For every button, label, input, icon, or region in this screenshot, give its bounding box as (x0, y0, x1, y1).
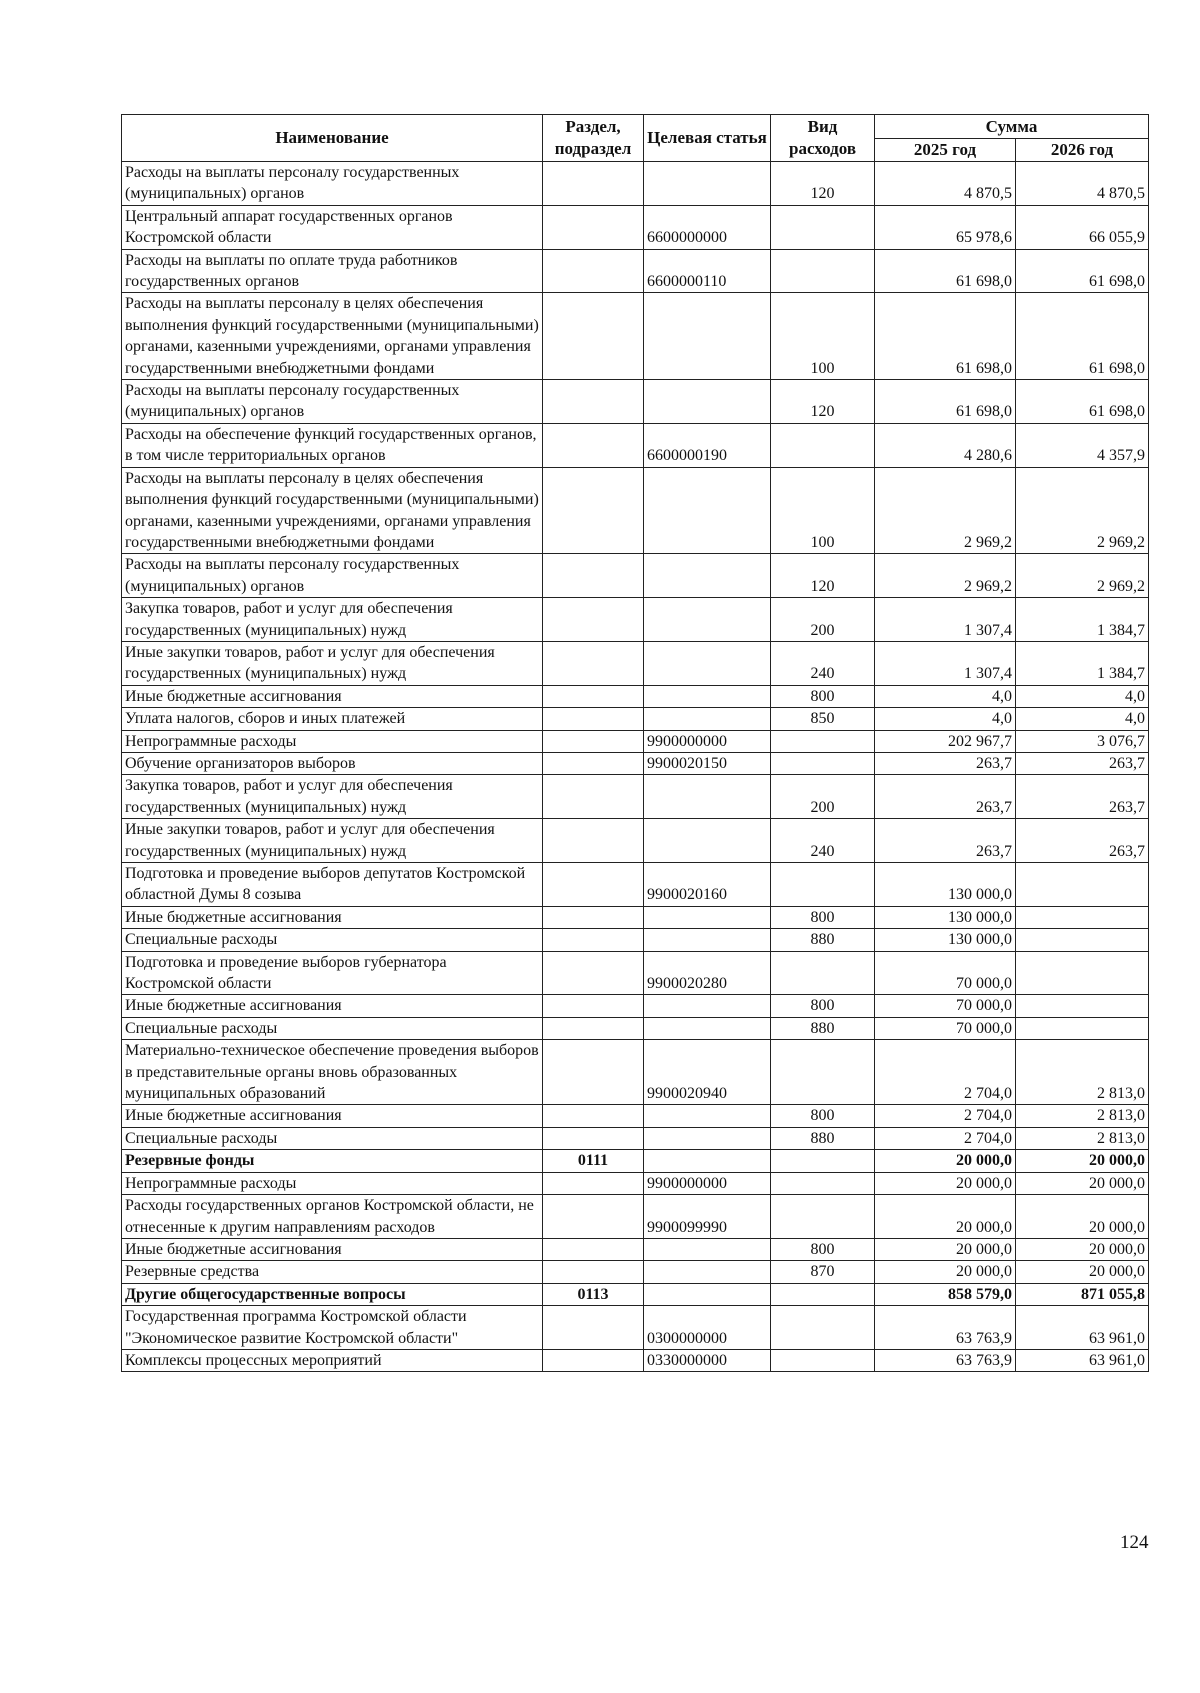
row-sum-2026-cell: 4 357,9 (1016, 423, 1149, 467)
row-name-cell: Закупка товаров, работ и услуг для обеспечения государственных (муниципальных) нужд (122, 775, 543, 819)
row-name-cell: Специальные расходы (122, 929, 543, 951)
row-sum-2026-cell (1016, 906, 1149, 928)
row-name-cell: Иные закупки товаров, работ и услуг для обеспечения государственных (муниципальных) нужд (122, 819, 543, 863)
row-section-cell (543, 1105, 644, 1127)
page-number: 124 (1120, 1532, 1149, 1553)
row-name-cell: Резервные средства (122, 1261, 543, 1283)
row-kind-cell: 800 (771, 1105, 875, 1127)
row-section-cell (543, 863, 644, 907)
header-name: Наименование (122, 115, 543, 162)
row-section-cell (543, 752, 644, 774)
row-name-cell: Расходы на выплаты персоналу в целях обеспечения выполнения функций государственными (муниципальными) органами, казенными учреждениями, органами управления государственными внебюджетными фондами (122, 293, 543, 380)
row-kind-cell (771, 1150, 875, 1172)
row-name-cell: Подготовка и проведение выборов депутатов Костромской областной Думы 8 созыва (122, 863, 543, 907)
row-section-cell (543, 249, 644, 293)
table-row (122, 906, 1149, 928)
row-sum-2026-cell: 2 813,0 (1016, 1040, 1149, 1105)
row-kind-cell: 800 (771, 995, 875, 1017)
row-sum-2025-cell: 20 000,0 (875, 1238, 1016, 1260)
row-target-cell (644, 1283, 771, 1305)
row-kind-cell: 880 (771, 1017, 875, 1039)
row-kind-cell (771, 1349, 875, 1371)
table-row (122, 423, 1149, 467)
row-kind-cell: 120 (771, 162, 875, 206)
row-target-cell (644, 467, 771, 554)
row-sum-2025-cell: 130 000,0 (875, 863, 1016, 907)
row-sum-2026-cell: 20 000,0 (1016, 1172, 1149, 1194)
row-target-cell: 9900000000 (644, 1172, 771, 1194)
row-sum-2025-cell: 4 280,6 (875, 423, 1016, 467)
row-sum-2026-cell: 2 813,0 (1016, 1127, 1149, 1149)
table-row (122, 293, 1149, 380)
row-section-cell (543, 205, 644, 249)
row-section-cell (543, 1017, 644, 1039)
row-sum-2025-cell: 20 000,0 (875, 1150, 1016, 1172)
row-section-cell (543, 685, 644, 707)
row-sum-2026-cell: 263,7 (1016, 775, 1149, 819)
row-sum-2025-cell: 2 969,2 (875, 554, 1016, 598)
row-kind-cell: 240 (771, 819, 875, 863)
row-target-cell (644, 708, 771, 730)
row-target-cell: 0300000000 (644, 1306, 771, 1350)
header-kind: Вид расходов (771, 115, 875, 162)
row-sum-2025-cell: 263,7 (875, 752, 1016, 774)
row-section-cell (543, 1238, 644, 1260)
row-target-cell (644, 1261, 771, 1283)
row-sum-2025-cell: 263,7 (875, 775, 1016, 819)
table-row (122, 1306, 1149, 1350)
row-section-cell (543, 1349, 644, 1371)
table-row (122, 1127, 1149, 1149)
row-sum-2026-cell (1016, 951, 1149, 995)
table-row (122, 730, 1149, 752)
row-sum-2025-cell: 63 763,9 (875, 1349, 1016, 1371)
row-kind-cell (771, 730, 875, 752)
row-sum-2026-cell: 63 961,0 (1016, 1306, 1149, 1350)
row-target-cell (644, 775, 771, 819)
row-kind-cell (771, 951, 875, 995)
row-sum-2026-cell: 1 384,7 (1016, 598, 1149, 642)
row-kind-cell: 800 (771, 685, 875, 707)
row-target-cell (644, 554, 771, 598)
header-target: Целевая статья (644, 115, 771, 162)
row-section-cell (543, 162, 644, 206)
row-sum-2025-cell: 1 307,4 (875, 598, 1016, 642)
row-name-cell: Резервные фонды (122, 1150, 543, 1172)
row-section-cell (543, 929, 644, 951)
header-section: Раздел, подраздел (543, 115, 644, 162)
row-name-cell: Обучение организаторов выборов (122, 752, 543, 774)
row-name-cell: Расходы на выплаты персоналу в целях обеспечения выполнения функций государственными (муниципальными) органами, казенными учреждениями, органами управления государственными внебюджетными фондами (122, 467, 543, 554)
row-sum-2026-cell: 263,7 (1016, 752, 1149, 774)
table-row (122, 205, 1149, 249)
table-row (122, 1349, 1149, 1371)
row-target-cell (644, 641, 771, 685)
row-sum-2026-cell: 66 055,9 (1016, 205, 1149, 249)
row-sum-2026-cell: 61 698,0 (1016, 380, 1149, 424)
row-kind-cell: 100 (771, 293, 875, 380)
table-row (122, 951, 1149, 995)
row-section-cell (543, 1172, 644, 1194)
row-kind-cell (771, 863, 875, 907)
row-kind-cell: 120 (771, 380, 875, 424)
row-section-cell (543, 1306, 644, 1350)
row-kind-cell (771, 249, 875, 293)
row-section-cell (543, 641, 644, 685)
table-row (122, 819, 1149, 863)
row-target-cell (644, 929, 771, 951)
header-year-2025: 2025 год (875, 139, 1016, 162)
row-name-cell: Непрограммные расходы (122, 730, 543, 752)
row-sum-2025-cell: 20 000,0 (875, 1172, 1016, 1194)
table-header (122, 115, 1149, 162)
row-name-cell: Расходы на выплаты по оплате труда работников государственных органов (122, 249, 543, 293)
row-section-cell: 0111 (543, 1150, 644, 1172)
table-row (122, 554, 1149, 598)
row-sum-2026-cell (1016, 1017, 1149, 1039)
row-kind-cell: 870 (771, 1261, 875, 1283)
row-sum-2025-cell: 130 000,0 (875, 929, 1016, 951)
row-kind-cell (771, 1195, 875, 1239)
row-sum-2026-cell: 871 055,8 (1016, 1283, 1149, 1305)
row-section-cell (543, 554, 644, 598)
row-target-cell: 9900020150 (644, 752, 771, 774)
row-section-cell (543, 467, 644, 554)
row-name-cell: Иные бюджетные ассигнования (122, 1105, 543, 1127)
row-sum-2026-cell: 61 698,0 (1016, 249, 1149, 293)
row-sum-2026-cell: 1 384,7 (1016, 641, 1149, 685)
row-kind-cell: 800 (771, 906, 875, 928)
row-sum-2025-cell: 4,0 (875, 708, 1016, 730)
row-target-cell (644, 380, 771, 424)
row-section-cell (543, 1261, 644, 1283)
row-section-cell (543, 730, 644, 752)
row-sum-2026-cell: 4 870,5 (1016, 162, 1149, 206)
row-target-cell (644, 1105, 771, 1127)
row-name-cell: Комплексы процессных мероприятий (122, 1349, 543, 1371)
table-row (122, 752, 1149, 774)
row-name-cell: Закупка товаров, работ и услуг для обеспечения государственных (муниципальных) нужд (122, 598, 543, 642)
table-row (122, 1150, 1149, 1172)
row-sum-2025-cell: 263,7 (875, 819, 1016, 863)
table-row (122, 685, 1149, 707)
row-target-cell: 0330000000 (644, 1349, 771, 1371)
row-name-cell: Государственная программа Костромской области "Экономическое развитие Костромской области" (122, 1306, 543, 1350)
row-target-cell (644, 1238, 771, 1260)
row-section-cell (543, 819, 644, 863)
row-sum-2025-cell: 70 000,0 (875, 1017, 1016, 1039)
row-sum-2025-cell: 70 000,0 (875, 951, 1016, 995)
table-row (122, 467, 1149, 554)
row-kind-cell: 120 (771, 554, 875, 598)
row-name-cell: Иные бюджетные ассигнования (122, 906, 543, 928)
row-sum-2026-cell: 4,0 (1016, 685, 1149, 707)
row-target-cell (644, 1127, 771, 1149)
table-row (122, 1172, 1149, 1194)
row-sum-2026-cell: 4,0 (1016, 708, 1149, 730)
row-name-cell: Другие общегосударственные вопросы (122, 1283, 543, 1305)
row-target-cell (644, 1017, 771, 1039)
row-sum-2025-cell: 1 307,4 (875, 641, 1016, 685)
row-sum-2026-cell: 2 969,2 (1016, 554, 1149, 598)
row-kind-cell: 880 (771, 1127, 875, 1149)
row-sum-2026-cell: 20 000,0 (1016, 1150, 1149, 1172)
row-section-cell (543, 293, 644, 380)
table-row (122, 162, 1149, 206)
row-name-cell: Центральный аппарат государственных органов Костромской области (122, 205, 543, 249)
table-row (122, 929, 1149, 951)
row-name-cell: Иные бюджетные ассигнования (122, 685, 543, 707)
table-row (122, 598, 1149, 642)
row-kind-cell: 100 (771, 467, 875, 554)
row-sum-2025-cell: 2 969,2 (875, 467, 1016, 554)
row-name-cell: Специальные расходы (122, 1017, 543, 1039)
row-sum-2025-cell: 65 978,6 (875, 205, 1016, 249)
row-name-cell: Материально-техническое обеспечение проведения выборов в представительные органы вновь образованных муниципальных образований (122, 1040, 543, 1105)
row-target-cell: 6600000190 (644, 423, 771, 467)
row-sum-2025-cell: 4 870,5 (875, 162, 1016, 206)
row-target-cell: 6600000110 (644, 249, 771, 293)
row-kind-cell (771, 423, 875, 467)
row-sum-2026-cell (1016, 995, 1149, 1017)
row-name-cell: Уплата налогов, сборов и иных платежей (122, 708, 543, 730)
row-section-cell (543, 708, 644, 730)
row-sum-2026-cell: 3 076,7 (1016, 730, 1149, 752)
row-target-cell (644, 685, 771, 707)
row-section-cell (543, 951, 644, 995)
row-sum-2025-cell: 63 763,9 (875, 1306, 1016, 1350)
row-sum-2025-cell: 2 704,0 (875, 1127, 1016, 1149)
row-sum-2025-cell: 61 698,0 (875, 293, 1016, 380)
row-name-cell: Иные бюджетные ассигнования (122, 1238, 543, 1260)
table-row (122, 249, 1149, 293)
row-target-cell (644, 293, 771, 380)
row-sum-2026-cell: 61 698,0 (1016, 293, 1149, 380)
row-name-cell: Расходы на обеспечение функций государственных органов, в том числе территориальных органов (122, 423, 543, 467)
row-section-cell (543, 1040, 644, 1105)
row-kind-cell: 200 (771, 775, 875, 819)
row-name-cell: Расходы на выплаты персоналу государственных (муниципальных) органов (122, 380, 543, 424)
table-row (122, 1283, 1149, 1305)
row-target-cell (644, 1150, 771, 1172)
table-row (122, 863, 1149, 907)
table-row (122, 1040, 1149, 1105)
table-row (122, 1261, 1149, 1283)
table-row (122, 1195, 1149, 1239)
table-row (122, 1105, 1149, 1127)
row-sum-2026-cell: 2 969,2 (1016, 467, 1149, 554)
table-row (122, 995, 1149, 1017)
row-sum-2025-cell: 70 000,0 (875, 995, 1016, 1017)
row-name-cell: Расходы на выплаты персоналу государственных (муниципальных) органов (122, 162, 543, 206)
row-kind-cell: 200 (771, 598, 875, 642)
row-sum-2026-cell: 263,7 (1016, 819, 1149, 863)
row-target-cell: 9900020940 (644, 1040, 771, 1105)
header-year-2026: 2026 год (1016, 139, 1149, 162)
row-name-cell: Иные бюджетные ассигнования (122, 995, 543, 1017)
table-row (122, 380, 1149, 424)
row-kind-cell: 850 (771, 708, 875, 730)
row-sum-2025-cell: 4,0 (875, 685, 1016, 707)
row-target-cell (644, 162, 771, 206)
row-target-cell: 9900020280 (644, 951, 771, 995)
row-kind-cell: 240 (771, 641, 875, 685)
row-kind-cell (771, 205, 875, 249)
row-section-cell (543, 380, 644, 424)
row-section-cell (543, 995, 644, 1017)
row-target-cell: 9900020160 (644, 863, 771, 907)
row-target-cell: 9900000000 (644, 730, 771, 752)
row-sum-2026-cell: 20 000,0 (1016, 1195, 1149, 1239)
row-sum-2026-cell: 2 813,0 (1016, 1105, 1149, 1127)
row-name-cell: Расходы государственных органов Костромской области, не отнесенные к другим направлениям расходов (122, 1195, 543, 1239)
row-sum-2025-cell: 61 698,0 (875, 380, 1016, 424)
row-section-cell: 0113 (543, 1283, 644, 1305)
row-section-cell (543, 1195, 644, 1239)
row-section-cell (543, 1127, 644, 1149)
row-sum-2026-cell: 20 000,0 (1016, 1261, 1149, 1283)
table-row (122, 708, 1149, 730)
row-sum-2025-cell: 20 000,0 (875, 1261, 1016, 1283)
row-sum-2026-cell: 63 961,0 (1016, 1349, 1149, 1371)
row-kind-cell (771, 1306, 875, 1350)
row-name-cell: Расходы на выплаты персоналу государственных (муниципальных) органов (122, 554, 543, 598)
row-target-cell (644, 906, 771, 928)
row-section-cell (543, 775, 644, 819)
row-sum-2026-cell (1016, 863, 1149, 907)
row-sum-2025-cell: 61 698,0 (875, 249, 1016, 293)
row-name-cell: Специальные расходы (122, 1127, 543, 1149)
table-row (122, 641, 1149, 685)
row-name-cell: Непрограммные расходы (122, 1172, 543, 1194)
row-sum-2025-cell: 20 000,0 (875, 1195, 1016, 1239)
table-row (122, 775, 1149, 819)
row-sum-2026-cell: 20 000,0 (1016, 1238, 1149, 1260)
row-sum-2025-cell: 202 967,7 (875, 730, 1016, 752)
row-sum-2025-cell: 130 000,0 (875, 906, 1016, 928)
row-section-cell (543, 598, 644, 642)
table-row (122, 1017, 1149, 1039)
header-sum: Сумма (875, 115, 1149, 139)
row-kind-cell (771, 1283, 875, 1305)
row-sum-2025-cell: 2 704,0 (875, 1105, 1016, 1127)
row-section-cell (543, 906, 644, 928)
row-target-cell (644, 819, 771, 863)
row-target-cell (644, 995, 771, 1017)
row-sum-2026-cell (1016, 929, 1149, 951)
row-target-cell: 9900099990 (644, 1195, 771, 1239)
row-kind-cell: 880 (771, 929, 875, 951)
row-name-cell: Подготовка и проведение выборов губернатора Костромской области (122, 951, 543, 995)
table-body (122, 162, 1149, 1372)
row-kind-cell (771, 752, 875, 774)
row-target-cell (644, 598, 771, 642)
row-sum-2025-cell: 2 704,0 (875, 1040, 1016, 1105)
row-name-cell: Иные закупки товаров, работ и услуг для обеспечения государственных (муниципальных) нужд (122, 641, 543, 685)
budget-table (121, 114, 1149, 1372)
row-kind-cell (771, 1040, 875, 1105)
row-kind-cell: 800 (771, 1238, 875, 1260)
row-kind-cell (771, 1172, 875, 1194)
row-sum-2025-cell: 858 579,0 (875, 1283, 1016, 1305)
table-row (122, 1238, 1149, 1260)
row-target-cell: 6600000000 (644, 205, 771, 249)
row-section-cell (543, 423, 644, 467)
